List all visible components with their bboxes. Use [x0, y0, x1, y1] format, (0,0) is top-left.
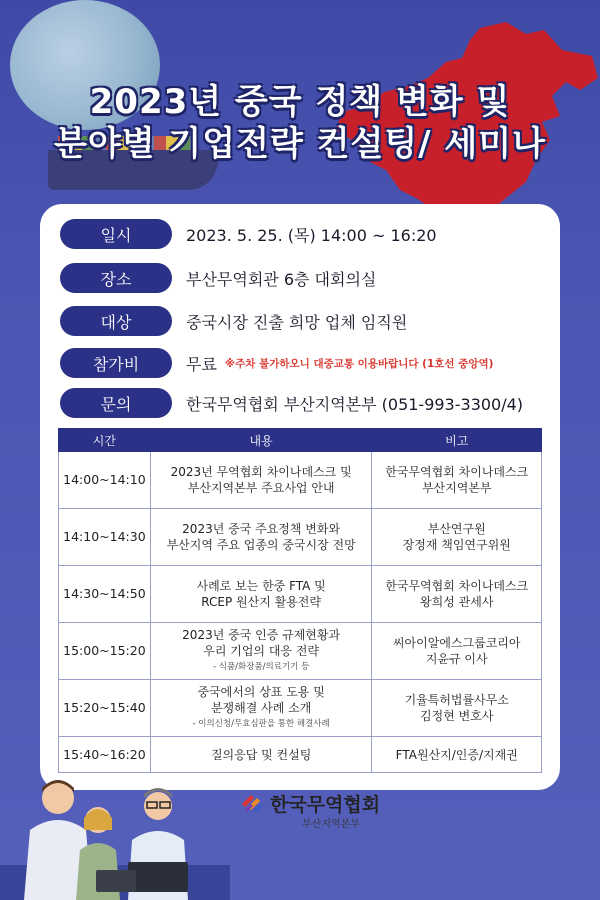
row-note	[372, 737, 542, 773]
row-note	[372, 680, 542, 737]
kita-logo	[238, 790, 381, 830]
note-line: FTA원산지/인증/지재권	[395, 747, 518, 762]
title-line-1: 2023년 중국 정책 변화 및	[89, 82, 511, 122]
info-label: 대상	[60, 306, 172, 336]
table-row	[59, 509, 542, 566]
content-line: 질의응답 및 컨설팅	[210, 747, 312, 762]
info-row-contact	[60, 387, 523, 419]
title-line-2: 분야별 기업전략 컨설팅/ 세미나	[54, 124, 546, 164]
org-name: 한국무역협회	[270, 794, 381, 816]
info-value: 2023. 5. 25. (목) 14:00 ~ 16:20	[186, 225, 437, 245]
info-label: 일시	[60, 219, 172, 249]
row-content	[150, 509, 372, 566]
note-line: 기율특허법률사무소	[404, 693, 509, 707]
row-time: 14:00~14:10	[59, 452, 151, 509]
info-value: 한국무역협회 부산지역본부 (051-993-3300/4)	[186, 394, 524, 414]
info-value: 무료	[186, 354, 217, 374]
note-line: 지윤규 이사	[425, 652, 488, 666]
content-line: 2023년 중국 인증 규제현황과	[182, 628, 341, 642]
row-note	[372, 566, 542, 623]
info-row-date	[60, 218, 437, 250]
content-line: 중국에서의 상표 도용 및	[197, 685, 325, 699]
info-value: 중국시장 진출 희망 업체 임직원	[186, 312, 408, 332]
content-line: 2023년 중국 주요정책 변화와	[182, 522, 341, 536]
content-line: RCEP 원산지 활용전략	[201, 595, 321, 609]
note-line: 부산연구원	[427, 522, 486, 536]
info-label: 문의	[60, 388, 172, 418]
row-content	[150, 680, 372, 737]
row-time: 15:20~15:40	[59, 680, 151, 737]
row-content	[150, 737, 372, 773]
row-content	[150, 566, 372, 623]
row-note	[372, 623, 542, 680]
row-time: 14:30~14:50	[59, 566, 151, 623]
schedule-table	[58, 428, 542, 773]
info-row-target	[60, 305, 407, 337]
kita-logo-icon	[238, 791, 264, 817]
content-line: 2023년 무역협회 차이나데스크 및	[170, 465, 352, 479]
header-content: 내용	[150, 429, 372, 452]
content-subnote: - 식품/화장품/의료기기 등	[212, 662, 310, 672]
row-content	[150, 623, 372, 680]
info-label: 장소	[60, 263, 172, 293]
content-line: 부산지역 주요 업종의 중국시장 전망	[166, 538, 356, 552]
table-row	[59, 737, 542, 773]
table-row	[59, 680, 542, 737]
header-note: 비고	[372, 429, 542, 452]
note-line: 한국무역협회 차이나데스크	[385, 579, 529, 593]
parking-note: ※주차 불가하오니 대중교통 이용바랍니다 (1호선 중앙역)	[224, 357, 494, 370]
table-row	[59, 566, 542, 623]
info-row-fee	[60, 347, 493, 379]
row-content	[150, 452, 372, 509]
row-time: 14:10~14:30	[59, 509, 151, 566]
people-illustration	[0, 770, 230, 900]
info-row-place	[60, 262, 376, 294]
row-time: 15:00~15:20	[59, 623, 151, 680]
note-line: 왕희성 관세사	[420, 595, 494, 609]
content-line: 우리 기업의 대응 전략	[203, 644, 320, 658]
row-time: 15:40~16:20	[59, 737, 151, 773]
note-line: 장정재 책임연구위원	[402, 538, 511, 552]
info-label: 참가비	[60, 348, 172, 378]
info-value: 부산무역회관 6층 대회의실	[186, 269, 377, 289]
table-row	[59, 452, 542, 509]
note-line: 한국무역협회 차이나데스크	[385, 465, 529, 479]
note-line: 부산지역본부	[421, 481, 492, 495]
content-subnote: - 이의신청/무효심판을 통한 해결사례	[192, 719, 330, 729]
row-note	[372, 452, 542, 509]
content-line: 부산지역본부 주요사업 안내	[187, 481, 335, 495]
table-row	[59, 623, 542, 680]
content-line: 분쟁해결 사례 소개	[210, 701, 312, 715]
note-line: 씨아이알에스그룹코리아	[392, 636, 521, 650]
header-time: 시간	[59, 429, 151, 452]
row-note	[372, 509, 542, 566]
schedule-header-row	[59, 429, 542, 452]
content-line: 사례로 보는 한중 FTA 및	[196, 579, 326, 593]
note-line: 김정현 변호사	[420, 709, 494, 723]
org-branch: 부산지역본부	[302, 819, 360, 830]
